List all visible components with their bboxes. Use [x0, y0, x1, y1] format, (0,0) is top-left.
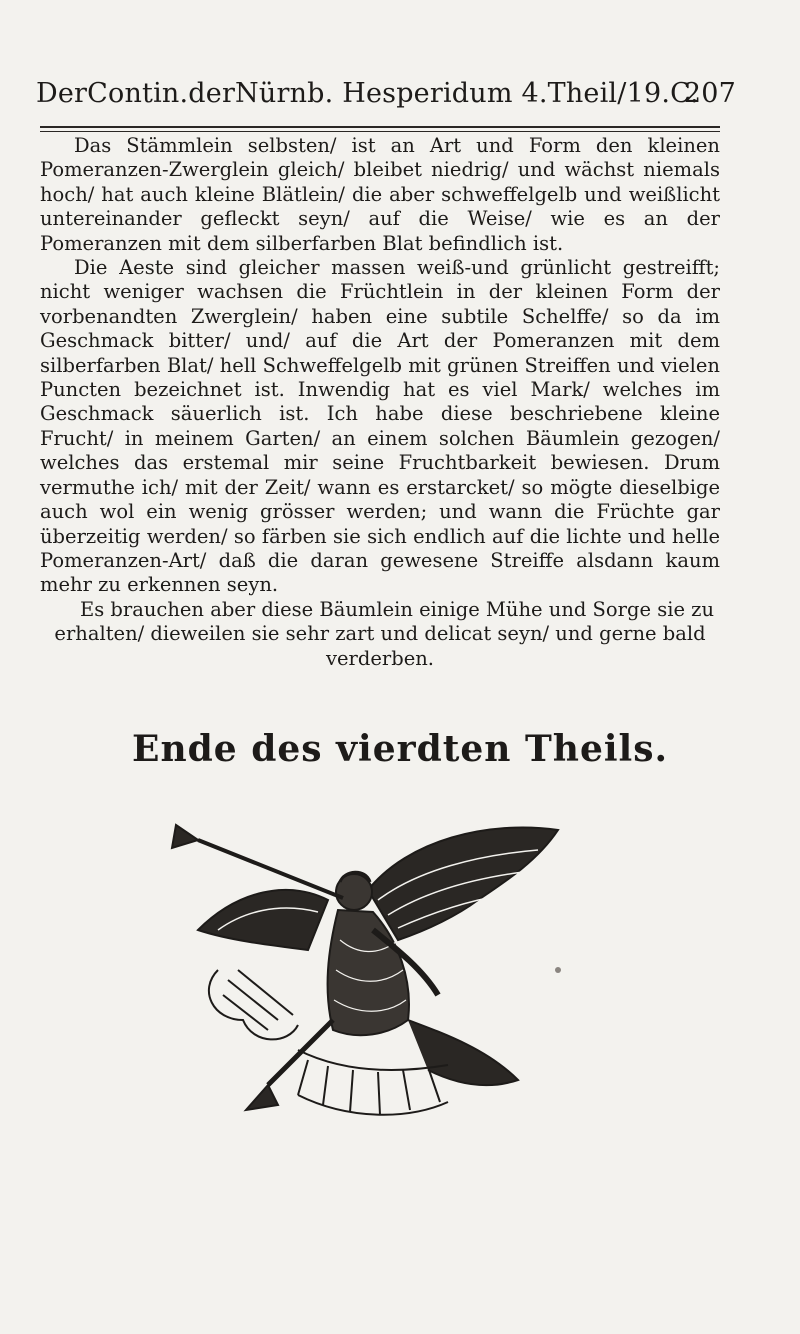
paragraph-2: Die Aeste sind gleicher massen weiß-und grünlicht gestreifft; nicht weniger wachsen die Früchtlein in der kleinen Form der vorbenandten Zwerglein/ haben eine subtile Schelffe/ so da im Geschmack bitter/ und/ auf die Art der Pomeranzen mit dem silberfarben Blat/ hell Schweffelgelb mit grünen Streiffen und vielen Puncten bezeichnet ist. Inwendig hat es viel Mark/ welches im Geschmack säuerlich ist. Ich habe diese beschriebene kleine Frucht/ in meinem Garten/ an einem solchen Bäumlein gezogen/ welches das erstemal mir seine Fruchtbarkeit bewiesen. Drum vermuthe ich/ mit der Zeit/ wann es erstarcket/ so mögte dieselbige auch wol ein wenig grösser werden; und wann die Früchte gar überzeitig werden/ so färben sie sich endlich auf die lichte und helle Pomeranzen-Art/ daß die daran gewesene Streiffe alsdann kaum mehr zu erkennen seyn. — [40, 256, 720, 597]
header-rule-thin — [40, 131, 720, 132]
running-title: DerContin.derNürnb. Hesperidum 4.Theil/19.C. — [36, 78, 699, 109]
header-rule — [40, 126, 720, 128]
paragraph-3: Es brauchen aber diese Bäumlein einige Mühe und Sorge sie zu erhalten/ dieweilen sie sehr zart und delicat seyn/ und gerne bald verderben. — [54, 597, 715, 670]
page-number: 207 — [683, 78, 736, 109]
body-text — [40, 134, 720, 671]
paragraph-1: Das Stämmlein selbsten/ ist an Art und Form den kleinen Pomeranzen-Zwerglein gleich/ bleibet niedrig/ und wächst niemals hoch/ hat auch kleine Blätlein/ die aber schweffelgelb und weißlicht untereinander gefleckt seyn/ auf die Weise/ wie es an der Pomeranzen mit dem silberfarben Blat befindlich ist. — [40, 134, 720, 255]
trumpeting-angel-vignette — [158, 820, 578, 1140]
end-of-part-title: Ende des vierdten Theils. — [132, 728, 668, 770]
page-header — [36, 78, 736, 122]
